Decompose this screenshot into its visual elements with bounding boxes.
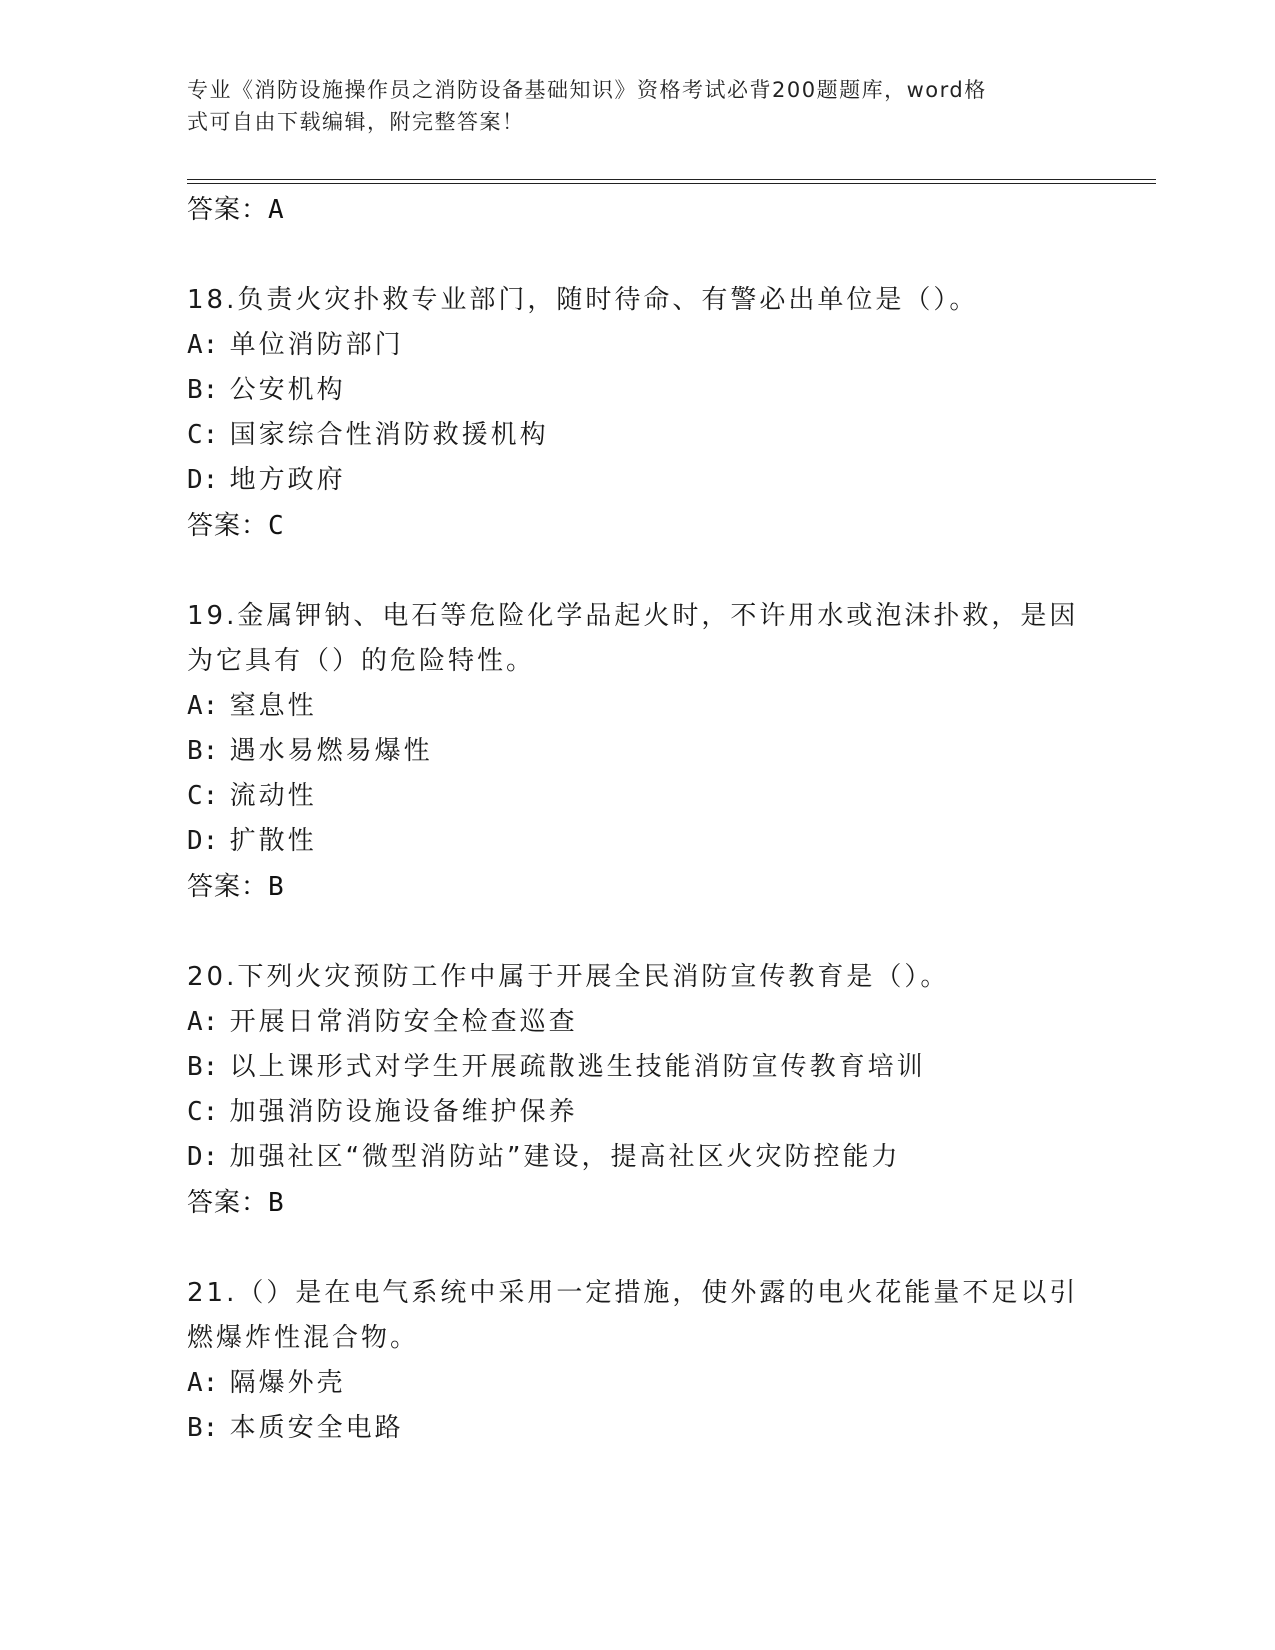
option-c xyxy=(187,774,1087,819)
option-text: 单位消防部门 xyxy=(229,330,404,360)
question-stem-line-1: 21.（）是在电气系统中采用一定措施，使外露的电火花能量不足以引 xyxy=(187,1278,1079,1308)
answer-line xyxy=(187,864,1087,910)
option-letter: A: xyxy=(187,1368,219,1398)
option-c xyxy=(187,1090,1087,1135)
option-a xyxy=(187,684,1087,729)
option-b xyxy=(187,729,1087,774)
option-letter: A: xyxy=(187,1007,219,1037)
option-a xyxy=(187,1361,1087,1406)
option-d xyxy=(187,458,1087,503)
header-divider-bottom xyxy=(187,183,1156,184)
option-letter: C: xyxy=(187,1097,219,1127)
option-text: 公安机构 xyxy=(229,375,346,405)
answer-value: B xyxy=(268,1188,285,1218)
option-letter: B: xyxy=(187,1052,219,1082)
answer-value: A xyxy=(268,195,285,225)
option-letter: D: xyxy=(187,826,219,856)
answer-label: 答案： xyxy=(187,195,269,225)
option-text: 加强消防设施设备维护保养 xyxy=(229,1097,578,1127)
spacer xyxy=(187,910,1087,955)
option-letter: A: xyxy=(187,330,219,360)
question-stem-line-2: 燃爆炸性混合物。 xyxy=(187,1323,420,1353)
option-b xyxy=(187,1045,1087,1090)
option-letter: C: xyxy=(187,781,219,811)
option-b xyxy=(187,368,1087,413)
option-c xyxy=(187,413,1087,458)
spacer xyxy=(187,233,1087,278)
question-block xyxy=(187,955,1087,1226)
answer-line xyxy=(187,187,1087,233)
question-block xyxy=(187,278,1087,549)
option-text: 开展日常消防安全检查巡查 xyxy=(229,1007,578,1037)
question-block xyxy=(187,1271,1087,1451)
question-stem: 18.负责火灾扑救专业部门，随时待命、有警必出单位是（）。 xyxy=(187,285,979,315)
header-line-2: 式可自由下载编辑，附完整答案！ xyxy=(187,110,525,134)
option-d xyxy=(187,819,1087,864)
option-text: 扩散性 xyxy=(229,826,317,856)
option-letter: B: xyxy=(187,1413,219,1443)
option-text: 流动性 xyxy=(229,781,317,811)
option-a xyxy=(187,323,1087,368)
answer-line xyxy=(187,503,1087,549)
question-stem-line-2: 为它具有（）的危险特性。 xyxy=(187,646,536,676)
option-letter: C: xyxy=(187,420,219,450)
question-stem: 20.下列火灾预防工作中属于开展全民消防宣传教育是（）。 xyxy=(187,962,950,992)
option-letter: D: xyxy=(187,1142,219,1172)
answer-label: 答案： xyxy=(187,1188,269,1218)
answer-label: 答案： xyxy=(187,872,269,902)
option-text: 地方政府 xyxy=(229,465,346,495)
option-text: 国家综合性消防救援机构 xyxy=(229,420,549,450)
option-text: 窒息性 xyxy=(229,691,317,721)
question-block xyxy=(187,594,1087,910)
option-d xyxy=(187,1135,1087,1180)
option-letter: A: xyxy=(187,691,219,721)
question-stem-line-1: 19.金属钾钠、电石等危险化学品起火时，不许用水或泡沫扑救，是因 xyxy=(187,601,1079,631)
question-list xyxy=(187,187,1087,1451)
header-line-1: 专业《消防设施操作员之消防设备基础知识》资格考试必背200题题库，word格 xyxy=(187,78,987,102)
option-text: 隔爆外壳 xyxy=(229,1368,346,1398)
option-text: 以上课形式对学生开展疏散逃生技能消防宣传教育培训 xyxy=(229,1052,926,1082)
answer-value: B xyxy=(268,872,285,902)
option-a xyxy=(187,1000,1087,1045)
option-letter: D: xyxy=(187,465,219,495)
option-text: 加强社区“微型消防站”建设，提高社区火灾防控能力 xyxy=(229,1142,901,1172)
option-text: 遇水易燃易爆性 xyxy=(229,736,433,766)
option-text: 本质安全电路 xyxy=(229,1413,404,1443)
option-letter: B: xyxy=(187,736,219,766)
spacer xyxy=(187,1226,1087,1271)
option-letter: B: xyxy=(187,375,219,405)
document-header xyxy=(187,74,1067,138)
answer-line xyxy=(187,1180,1087,1226)
answer-label: 答案： xyxy=(187,511,269,541)
header-divider-top xyxy=(187,179,1156,180)
spacer xyxy=(187,549,1087,594)
answer-value: C xyxy=(268,511,285,541)
option-b xyxy=(187,1406,1087,1451)
